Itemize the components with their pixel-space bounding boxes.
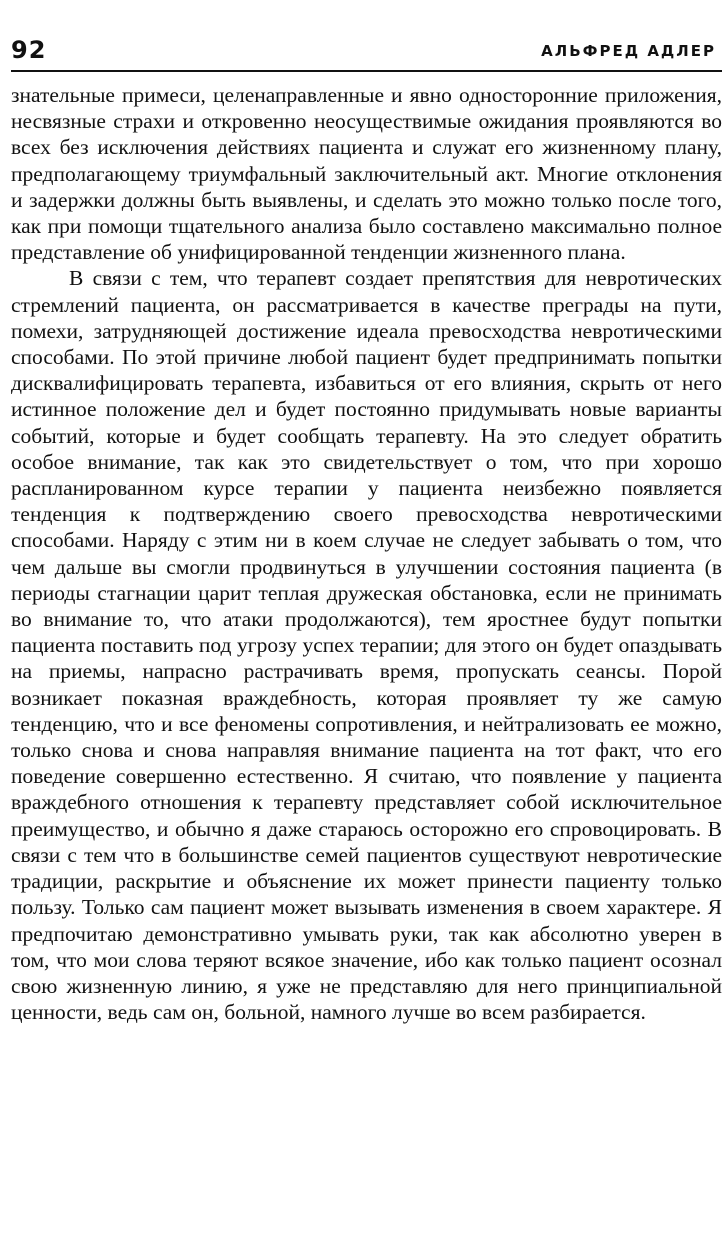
paragraph: В связи с тем, что терапевт создает препятствия для невротических стремлений пациента, он рассматривается в качестве преграды на пути, помехи, затрудняющей достижение идеала превосходства невротическими способами. По этой причине любой пациент будет предпринимать попытки дисквалифицировать терапевта, избавиться от его влияния, скрыть от него истинное положение дел и будет постоянно придумывать новые варианты событий, которые и будет сообщать терапевту. На это следует обратить особое внимание, так как это свидетельствует о том, что при хорошо распланированном курсе терапии у пациента неизбежно появляется тенденция к подтверждению своего превосходства невротическими способами. Наряду с этим ни в коем случае не следует забывать о том, что чем дальше вы смогли продвинуться в улучшении состояния пациента (в периоды стагнации царит теплая дружеская обстановка, если не принимать во внимание то, что атаки продолжаются), тем яростнее будут попытки пациента поставить под угрозу успех терапии; для этого он будет опаздывать на приемы, напрасно растрачивать время, пропускать сеансы. Порой возникает показная враждебность, которая проявляет ту же самую тенденцию, что и все феномены сопротивления, и нейтрализовать ее можно, только снова и снова направляя внимание пациента на тот факт, что его поведение совершенно естественно. Я считаю, что появление у пациента враждебного отношения к терапевту представляет собой исключительное преимущество, и обычно я даже стараюсь осторожно его спровоцировать. В связи с тем что в большинстве семей пациентов существуют невротические традиции, раскрытие и объяснение их может принести пациенту только пользу. Только сам пациент может вызывать изменения в своем характере. Я предпочитаю демонстративно умывать руки, так как абсолютно уверен в том, что мои слова теряют всякое значение, ибо как только пациент осознал свою жизненную линию, я уже не представляю для него принципиальной ценности, ведь сам он, больной, намного лучше во всем разбирается. — [11, 266, 722, 1025]
page-header — [11, 36, 722, 72]
running-head-author: АЛЬФРЕД АДЛЕР — [541, 42, 716, 60]
page-number: 92 — [11, 36, 47, 64]
paragraph-continued: знательные примеси, целенаправленные и явно односторонние приложения, несвязные страхи и откровенно неосуществимые ожидания проявляются во всех без исключения действиях пациента и служат его жизненному плану, предполагающему триумфальный заключительный акт. Многие отклонения и задержки должны быть выявлены, и сделать это можно только после того, как при помощи тщательного анализа было составлено максимально полное представление об унифицированной тенденции жизненного плана. — [11, 83, 722, 265]
body-text — [11, 82, 722, 1025]
